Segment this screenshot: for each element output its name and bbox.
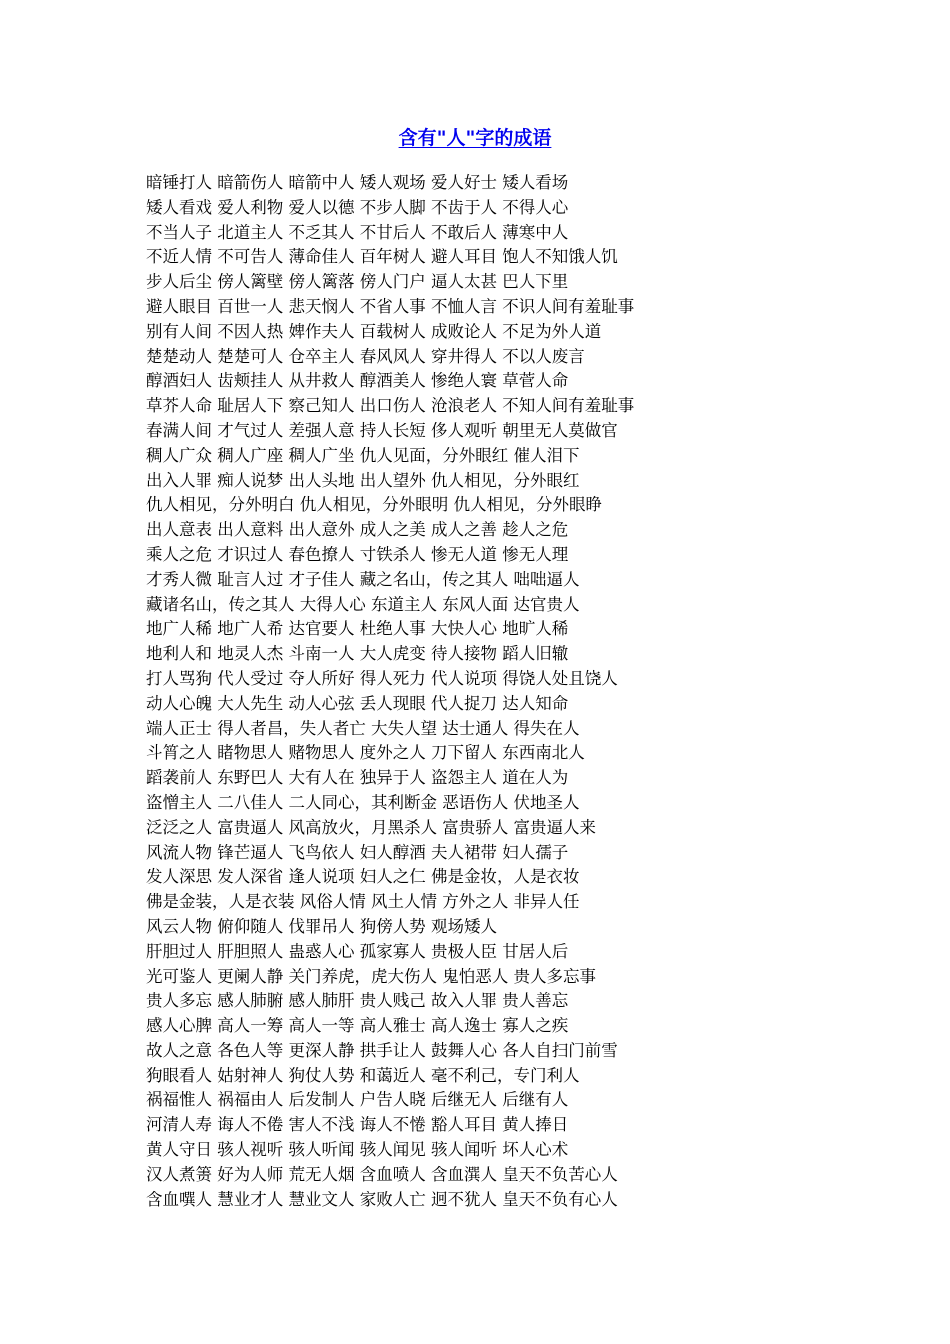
idiom-line: 贵人多忘 感人肺腑 感人肺肝 贵人贱己 故入人罪 贵人善忘 bbox=[146, 991, 569, 1011]
idiom-line: 地利人和 地灵人杰 斗南一人 大人虎变 待人接物 蹈人旧辙 bbox=[146, 644, 569, 664]
idiom-line: 汉人煮箦 好为人师 荒无人烟 含血喷人 含血潠人 皇天不负苦心人 bbox=[146, 1164, 618, 1184]
idiom-line: 黄人守日 骇人视听 骇人听闻 骇人闻见 骇人闻听 坏人心术 bbox=[146, 1140, 569, 1160]
idiom-line: 斗筲之人 睹物思人 赌物思人 度外之人 刀下留人 东西南北人 bbox=[146, 743, 585, 763]
idiom-line: 河清人寿 诲人不倦 害人不浅 诲人不惓 豁人耳目 黄人捧日 bbox=[146, 1115, 569, 1135]
idiom-line: 佛是金装，人是衣装 风俗人情 风土人情 方外之人 非异人任 bbox=[146, 892, 580, 912]
idiom-line: 乘人之危 才识过人 春色撩人 寸铁杀人 惨无人道 惨无人理 bbox=[146, 544, 569, 564]
idiom-line: 打人骂狗 代人受过 夺人所好 得人死力 代人说项 得饶人处且饶人 bbox=[146, 668, 618, 688]
idiom-list bbox=[146, 171, 846, 1212]
idiom-line: 地广人稀 地广人希 达官要人 杜绝人事 大快人心 地旷人稀 bbox=[146, 619, 569, 639]
idiom-line: 狗眼看人 姑射神人 狗仗人势 和蔼近人 毫不利己，专门利人 bbox=[146, 1065, 580, 1085]
idiom-line: 春满人间 才气过人 差强人意 持人长短 侈人观听 朝里无人莫做官 bbox=[146, 420, 618, 440]
idiom-line: 步人后尘 傍人篱壁 傍人篱落 傍人门户 逼人太甚 巴人下里 bbox=[146, 272, 569, 292]
idiom-line: 藏诸名山，传之其人 大得人心 东道主人 东风人面 达官贵人 bbox=[146, 594, 580, 614]
idiom-line: 风云人物 俯仰随人 伐罪吊人 狗傍人势 观场矮人 bbox=[146, 916, 497, 936]
idiom-line: 感人心脾 高人一筹 高人一等 高人雅士 高人逸士 寡人之疾 bbox=[146, 1016, 569, 1036]
idiom-line: 出入人罪 痴人说梦 出人头地 出人望外 仇人相见，分外眼红 bbox=[146, 470, 580, 490]
idiom-line: 草芥人命 耻居人下 察己知人 出口伤人 沧浪老人 不知人间有羞耻事 bbox=[146, 396, 635, 416]
idiom-line: 泛泛之人 富贵逼人 风高放火，月黑杀人 富贵骄人 富贵逼人来 bbox=[146, 817, 596, 837]
idiom-line: 暗锤打人 暗箭伤人 暗箭中人 矮人观场 爱人好士 矮人看场 bbox=[146, 173, 569, 192]
idiom-line: 含血噀人 慧业才人 慧业文人 家败人亡 迥不犹人 皇天不负有心人 bbox=[146, 1189, 618, 1209]
idiom-line: 出人意表 出人意料 出人意外 成人之美 成人之善 趁人之危 bbox=[146, 520, 569, 540]
idiom-line: 蹈袭前人 东野巴人 大有人在 独异于人 盗怨主人 道在人为 bbox=[146, 768, 569, 788]
idiom-line: 不近人情 不可告人 薄命佳人 百年树人 避人耳目 饱人不知饿人饥 bbox=[146, 247, 618, 267]
idiom-line: 楚楚动人 楚楚可人 仓卒主人 春风风人 穿井得人 不以人废言 bbox=[146, 346, 585, 366]
idiom-line: 肝胆过人 肝胆照人 蛊惑人心 孤家寡人 贵极人臣 甘居人后 bbox=[146, 941, 569, 961]
idiom-line: 避人眼目 百世一人 悲天悯人 不省人事 不恤人言 不识人间有羞耻事 bbox=[146, 296, 635, 316]
idiom-line: 稠人广众 稠人广座 稠人广坐 仇人见面，分外眼红 催人泪下 bbox=[146, 445, 580, 465]
idiom-line: 端人正士 得人者昌，失人者亡 大失人望 达士通人 得失在人 bbox=[146, 718, 580, 738]
idiom-line: 动人心魄 大人先生 动人心弦 丢人现眼 代人捉刀 达人知命 bbox=[146, 693, 569, 713]
idiom-line: 风流人物 锋芒逼人 飞鸟依人 妇人醇酒 夫人裙带 妇人孺子 bbox=[146, 842, 569, 862]
idiom-line: 不当人子 北道主人 不乏其人 不甘后人 不敢后人 薄寒中人 bbox=[146, 222, 569, 242]
idiom-line: 发人深思 发人深省 逢人说项 妇人之仁 佛是金妆，人是衣妆 bbox=[146, 867, 580, 887]
idiom-line: 光可鉴人 更阑人静 关门养虎，虎大伤人 鬼怕恶人 贵人多忘事 bbox=[146, 966, 596, 986]
idiom-line: 矮人看戏 爱人利物 爱人以德 不步人脚 不齿于人 不得人心 bbox=[146, 197, 569, 217]
idiom-line: 醇酒妇人 齿颊挂人 从井救人 醇酒美人 惨绝人寰 草菅人命 bbox=[146, 371, 569, 391]
document-title-link[interactable]: 含有"人"字的成语 bbox=[398, 127, 552, 149]
idiom-line: 盗憎主人 二八佳人 二人同心，其利断金 恶语伤人 伏地圣人 bbox=[146, 792, 580, 812]
idiom-line: 仇人相见，分外明白 仇人相见，分外眼明 仇人相见，分外眼睁 bbox=[146, 495, 602, 515]
idiom-line: 才秀人微 耻言人过 才子佳人 藏之名山，传之其人 咄咄逼人 bbox=[146, 569, 580, 589]
idiom-line: 祸福惟人 祸福由人 后发制人 户告人晓 后继无人 后继有人 bbox=[146, 1090, 569, 1110]
idiom-line: 别有人间 不因人热 婢作夫人 百载树人 成败论人 不足为外人道 bbox=[146, 321, 602, 341]
idiom-line: 故人之意 各色人等 更深人静 拱手让人 鼓舞人心 各人自扫门前雪 bbox=[146, 1040, 618, 1060]
